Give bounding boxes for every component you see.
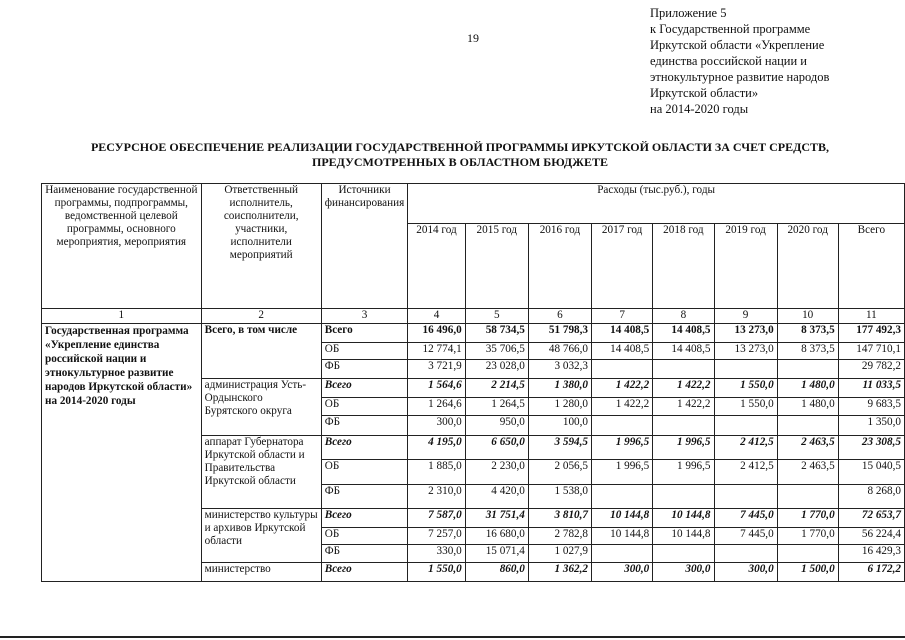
value-cell: 1 264,6 xyxy=(408,398,465,416)
value-cell: 72 653,7 xyxy=(838,509,904,528)
value-cell xyxy=(777,360,838,379)
source-cell: Всего xyxy=(321,379,408,398)
resource-table xyxy=(41,183,905,582)
appendix-line: Приложение 5 xyxy=(650,6,727,20)
source-cell: Всего xyxy=(321,563,408,582)
value-cell: 29 782,2 xyxy=(838,360,904,379)
value-cell: 15 040,5 xyxy=(838,460,904,485)
value-cell: 2 412,5 xyxy=(714,436,777,460)
source-cell: Всего xyxy=(321,324,408,343)
appendix-line: на 2014-2020 годы xyxy=(650,102,749,116)
executor-cell: министерство xyxy=(201,563,321,582)
value-cell xyxy=(592,545,653,563)
executor-cell: аппарат Губернатора Иркутской области и Правительства Иркутской области xyxy=(201,436,321,509)
value-cell xyxy=(653,545,714,563)
value-cell xyxy=(777,545,838,563)
value-cell: 6 172,2 xyxy=(838,563,904,582)
value-cell: 12 774,1 xyxy=(408,343,465,360)
value-cell: 1 996,5 xyxy=(592,460,653,485)
value-cell: 860,0 xyxy=(465,563,528,582)
header-year: 2017 год xyxy=(592,224,653,309)
executor-cell: министерство культуры и архивов Иркутской области xyxy=(201,509,321,563)
source-cell: ОБ xyxy=(321,460,408,485)
appendix-line: Иркутской области» xyxy=(650,86,759,100)
value-cell: 300,0 xyxy=(653,563,714,582)
value-cell: 1 280,0 xyxy=(528,398,591,416)
value-cell: 2 463,5 xyxy=(777,436,838,460)
value-cell: 48 766,0 xyxy=(528,343,591,360)
value-cell: 11 033,5 xyxy=(838,379,904,398)
source-cell: ОБ xyxy=(321,398,408,416)
value-cell: 1 480,0 xyxy=(777,398,838,416)
header-year: 2020 год xyxy=(777,224,838,309)
value-cell: 1 362,2 xyxy=(528,563,591,582)
column-number: 1 xyxy=(42,309,202,324)
value-cell xyxy=(714,485,777,509)
value-cell: 1 264,5 xyxy=(465,398,528,416)
value-cell: 13 273,0 xyxy=(714,324,777,343)
value-cell: 1 422,2 xyxy=(653,379,714,398)
column-number: 6 xyxy=(528,309,591,324)
value-cell: 10 144,8 xyxy=(592,509,653,528)
column-number: 2 xyxy=(201,309,321,324)
value-cell: 23 028,0 xyxy=(465,360,528,379)
value-cell: 10 144,8 xyxy=(653,528,714,545)
value-cell: 1 550,0 xyxy=(714,398,777,416)
value-cell: 1 422,2 xyxy=(592,398,653,416)
column-number-row xyxy=(42,309,905,324)
source-cell: ОБ xyxy=(321,528,408,545)
value-cell: 3 032,3 xyxy=(528,360,591,379)
value-cell: 2 214,5 xyxy=(465,379,528,398)
source-cell: ФБ xyxy=(321,545,408,563)
value-cell: 1 550,0 xyxy=(714,379,777,398)
value-cell: 300,0 xyxy=(714,563,777,582)
value-cell xyxy=(653,485,714,509)
value-cell: 330,0 xyxy=(408,545,465,563)
source-cell: Всего xyxy=(321,509,408,528)
value-cell: 2 412,5 xyxy=(714,460,777,485)
value-cell: 6 650,0 xyxy=(465,436,528,460)
document-title xyxy=(40,140,880,170)
appendix-line: Иркутской области «Укрепление xyxy=(650,38,825,52)
header-year: 2014 год xyxy=(408,224,465,309)
value-cell: 4 420,0 xyxy=(465,485,528,509)
appendix-note xyxy=(650,5,900,117)
value-cell xyxy=(714,545,777,563)
program-name: Государственная программа «Укрепление единства российской нации и этнокультурное развитие народов Иркутской области» на 2014-2020 годы xyxy=(42,324,202,582)
value-cell: 100,0 xyxy=(528,416,591,436)
value-cell: 1 380,0 xyxy=(528,379,591,398)
value-cell xyxy=(714,360,777,379)
title-line: ПРЕДУСМОТРЕННЫХ В ОБЛАСТНОМ БЮДЖЕТЕ xyxy=(312,155,608,169)
header-year: 2015 год xyxy=(465,224,528,309)
value-cell xyxy=(777,416,838,436)
value-cell xyxy=(653,416,714,436)
appendix-line: единства российской нации и xyxy=(650,54,808,68)
value-cell xyxy=(592,416,653,436)
value-cell: 1 027,9 xyxy=(528,545,591,563)
source-cell: ФБ xyxy=(321,360,408,379)
value-cell: 1 422,2 xyxy=(653,398,714,416)
value-cell: 7 587,0 xyxy=(408,509,465,528)
header-expenses: Расходы (тыс.руб.), годы xyxy=(408,184,905,224)
value-cell: 7 445,0 xyxy=(714,528,777,545)
column-number: 5 xyxy=(465,309,528,324)
source-cell: Всего xyxy=(321,436,408,460)
header-year: 2019 год xyxy=(714,224,777,309)
value-cell: 1 564,6 xyxy=(408,379,465,398)
value-cell: 177 492,3 xyxy=(838,324,904,343)
value-cell: 2 463,5 xyxy=(777,460,838,485)
appendix-line: этнокультурное развитие народов xyxy=(650,70,830,84)
header-year: 2018 год xyxy=(653,224,714,309)
value-cell: 1 550,0 xyxy=(408,563,465,582)
value-cell: 950,0 xyxy=(465,416,528,436)
header-total: Всего xyxy=(838,224,904,309)
column-number: 9 xyxy=(714,309,777,324)
column-number: 3 xyxy=(321,309,408,324)
value-cell: 16 680,0 xyxy=(465,528,528,545)
value-cell: 23 308,5 xyxy=(838,436,904,460)
value-cell: 147 710,1 xyxy=(838,343,904,360)
column-number: 10 xyxy=(777,309,838,324)
value-cell: 1 500,0 xyxy=(777,563,838,582)
value-cell: 31 751,4 xyxy=(465,509,528,528)
executor-cell: Всего, в том числе xyxy=(201,324,321,379)
value-cell: 16 429,3 xyxy=(838,545,904,563)
page-bottom-rule xyxy=(0,636,905,638)
header-source: Источники финансирования xyxy=(321,184,408,309)
value-cell: 58 734,5 xyxy=(465,324,528,343)
title-line: РЕСУРСНОЕ ОБЕСПЕЧЕНИЕ РЕАЛИЗАЦИИ ГОСУДАРСТВЕННОЙ ПРОГРАММЫ ИРКУТСКОЙ ОБЛАСТИ ЗА СЧЕТ СРЕДСТВ, xyxy=(90,140,830,154)
value-cell: 1 770,0 xyxy=(777,509,838,528)
source-cell: ФБ xyxy=(321,416,408,436)
value-cell xyxy=(592,360,653,379)
value-cell: 14 408,5 xyxy=(592,324,653,343)
value-cell: 1 996,5 xyxy=(653,436,714,460)
value-cell: 1 350,0 xyxy=(838,416,904,436)
value-cell: 4 195,0 xyxy=(408,436,465,460)
value-cell: 8 268,0 xyxy=(838,485,904,509)
value-cell: 14 408,5 xyxy=(653,324,714,343)
value-cell: 1 770,0 xyxy=(777,528,838,545)
value-cell: 3 594,5 xyxy=(528,436,591,460)
value-cell: 14 408,5 xyxy=(653,343,714,360)
value-cell xyxy=(653,360,714,379)
value-cell: 1 885,0 xyxy=(408,460,465,485)
value-cell: 8 373,5 xyxy=(777,343,838,360)
value-cell: 1 538,0 xyxy=(528,485,591,509)
value-cell: 9 683,5 xyxy=(838,398,904,416)
header-executor: Ответственный исполнитель, соисполнители, участники, исполнители мероприятий xyxy=(201,184,321,309)
executor-cell: администрация Усть-Ордынского Бурятского округа xyxy=(201,379,321,436)
value-cell: 51 798,3 xyxy=(528,324,591,343)
value-cell: 15 071,4 xyxy=(465,545,528,563)
value-cell xyxy=(714,416,777,436)
value-cell: 1 996,5 xyxy=(653,460,714,485)
value-cell xyxy=(592,485,653,509)
value-cell: 3 721,9 xyxy=(408,360,465,379)
value-cell: 35 706,5 xyxy=(465,343,528,360)
value-cell: 1 996,5 xyxy=(592,436,653,460)
value-cell: 7 257,0 xyxy=(408,528,465,545)
value-cell: 3 810,7 xyxy=(528,509,591,528)
value-cell: 10 144,8 xyxy=(592,528,653,545)
value-cell: 1 480,0 xyxy=(777,379,838,398)
value-cell: 10 144,8 xyxy=(653,509,714,528)
source-cell: ОБ xyxy=(321,343,408,360)
value-cell: 2 310,0 xyxy=(408,485,465,509)
source-cell: ФБ xyxy=(321,485,408,509)
value-cell: 1 422,2 xyxy=(592,379,653,398)
column-number: 8 xyxy=(653,309,714,324)
table-row xyxy=(42,324,905,343)
value-cell: 2 782,8 xyxy=(528,528,591,545)
value-cell: 7 445,0 xyxy=(714,509,777,528)
value-cell: 2 230,0 xyxy=(465,460,528,485)
value-cell: 13 273,0 xyxy=(714,343,777,360)
page-number: 19 xyxy=(467,31,479,45)
value-cell: 2 056,5 xyxy=(528,460,591,485)
value-cell: 300,0 xyxy=(408,416,465,436)
value-cell: 56 224,4 xyxy=(838,528,904,545)
header-year: 2016 год xyxy=(528,224,591,309)
column-number: 7 xyxy=(592,309,653,324)
header-name: Наименование государственной программы, подпрограммы, ведомственной целевой программы, основного мероприятия, мероприятия xyxy=(42,184,202,309)
value-cell: 16 496,0 xyxy=(408,324,465,343)
value-cell: 8 373,5 xyxy=(777,324,838,343)
value-cell: 300,0 xyxy=(592,563,653,582)
column-number: 4 xyxy=(408,309,465,324)
value-cell xyxy=(777,485,838,509)
appendix-line: к Государственной программе xyxy=(650,22,811,36)
value-cell: 14 408,5 xyxy=(592,343,653,360)
column-number: 11 xyxy=(838,309,904,324)
